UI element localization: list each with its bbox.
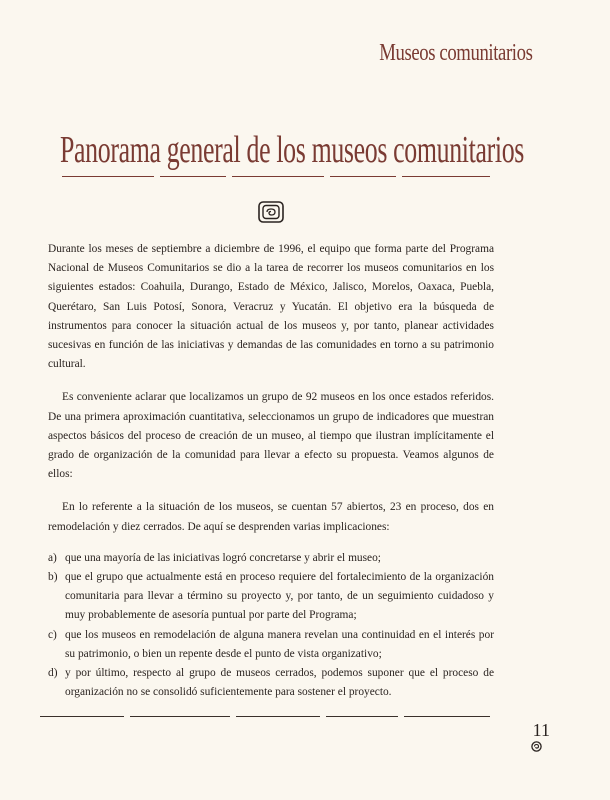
article-title: Panorama general de los museos comunitarios <box>60 129 525 171</box>
paragraph: Es conveniente aclarar que localizamos un grupo de 92 museos en los once estados referidos. De una primera aproximación cuantitativa, seleccionamos un grupo de indicadores que muestran aspectos básicos del proceso de creación de un museo, al tiempo que ilustran implícitamente el grado de organización de la comunidad para llevar a efecto su propuesta. Veamos algunos de ellos: <box>48 391 494 481</box>
paragraph: En lo referente a la situación de los museos, se cuentan 57 abiertos, 23 en proceso, dos en remodelación y diez cerrados. De aquí se desprenden varias implicaciones: <box>48 501 494 533</box>
list-item <box>48 549 494 568</box>
implications-list <box>48 549 494 703</box>
article-body <box>48 240 494 702</box>
footer-divider <box>40 716 490 719</box>
spiral-glyph-icon <box>531 741 542 752</box>
page-number: 11 <box>532 720 550 740</box>
list-item-text: que los museos en remodelación de alguna manera revelan una continuidad en el interés por su patrimonio, o bien un repente desde el punto de vista organizativo; <box>65 628 494 660</box>
list-marker: d) <box>48 667 58 680</box>
list-marker: b) <box>48 571 58 584</box>
paragraph: Durante los meses de septiembre a diciembre de 1996, el equipo que forma parte del Programa Nacional de Museos Comunitarios se dio a la tarea de recorrer los museos comunitarios en los siguientes estados: Coahuila, Durango, Estado de México, Jalisco, Morelos, Oaxaca, Puebla, Querétaro, San Luis Potosí, Sonora, Veracruz y Yucatán. El objetivo era la búsqueda de instrumentos para conocer la situación actual de los museos y, por tanto, planear actividades sucesivas en función de las iniciativas y demandas de las comunidades en torno a su patrimonio cultural. <box>48 243 494 371</box>
spiral-glyph-icon <box>258 201 284 223</box>
list-item <box>48 626 494 664</box>
running-header: Museos comunitarios <box>378 40 532 66</box>
list-item <box>48 664 494 702</box>
title-underline <box>62 176 490 180</box>
list-marker: c) <box>48 628 57 641</box>
list-marker: a) <box>48 551 57 564</box>
list-item <box>48 568 494 626</box>
list-item-text: que el grupo que actualmente está en proceso requiere del fortalecimiento de la organización comunitaria para llevar a término su proyecto y, por tanto, de un seguimiento cuidadoso y muy probablemente de asesoría puntual por parte del Programa; <box>65 571 494 622</box>
list-item-text: y por último, respecto al grupo de museos cerrados, podemos suponer que el proceso de organización no se consolidó suficientemente para sostener el proyecto. <box>65 667 494 699</box>
list-item-text: que una mayoría de las iniciativas logró concretarse y abrir el museo; <box>65 551 381 564</box>
